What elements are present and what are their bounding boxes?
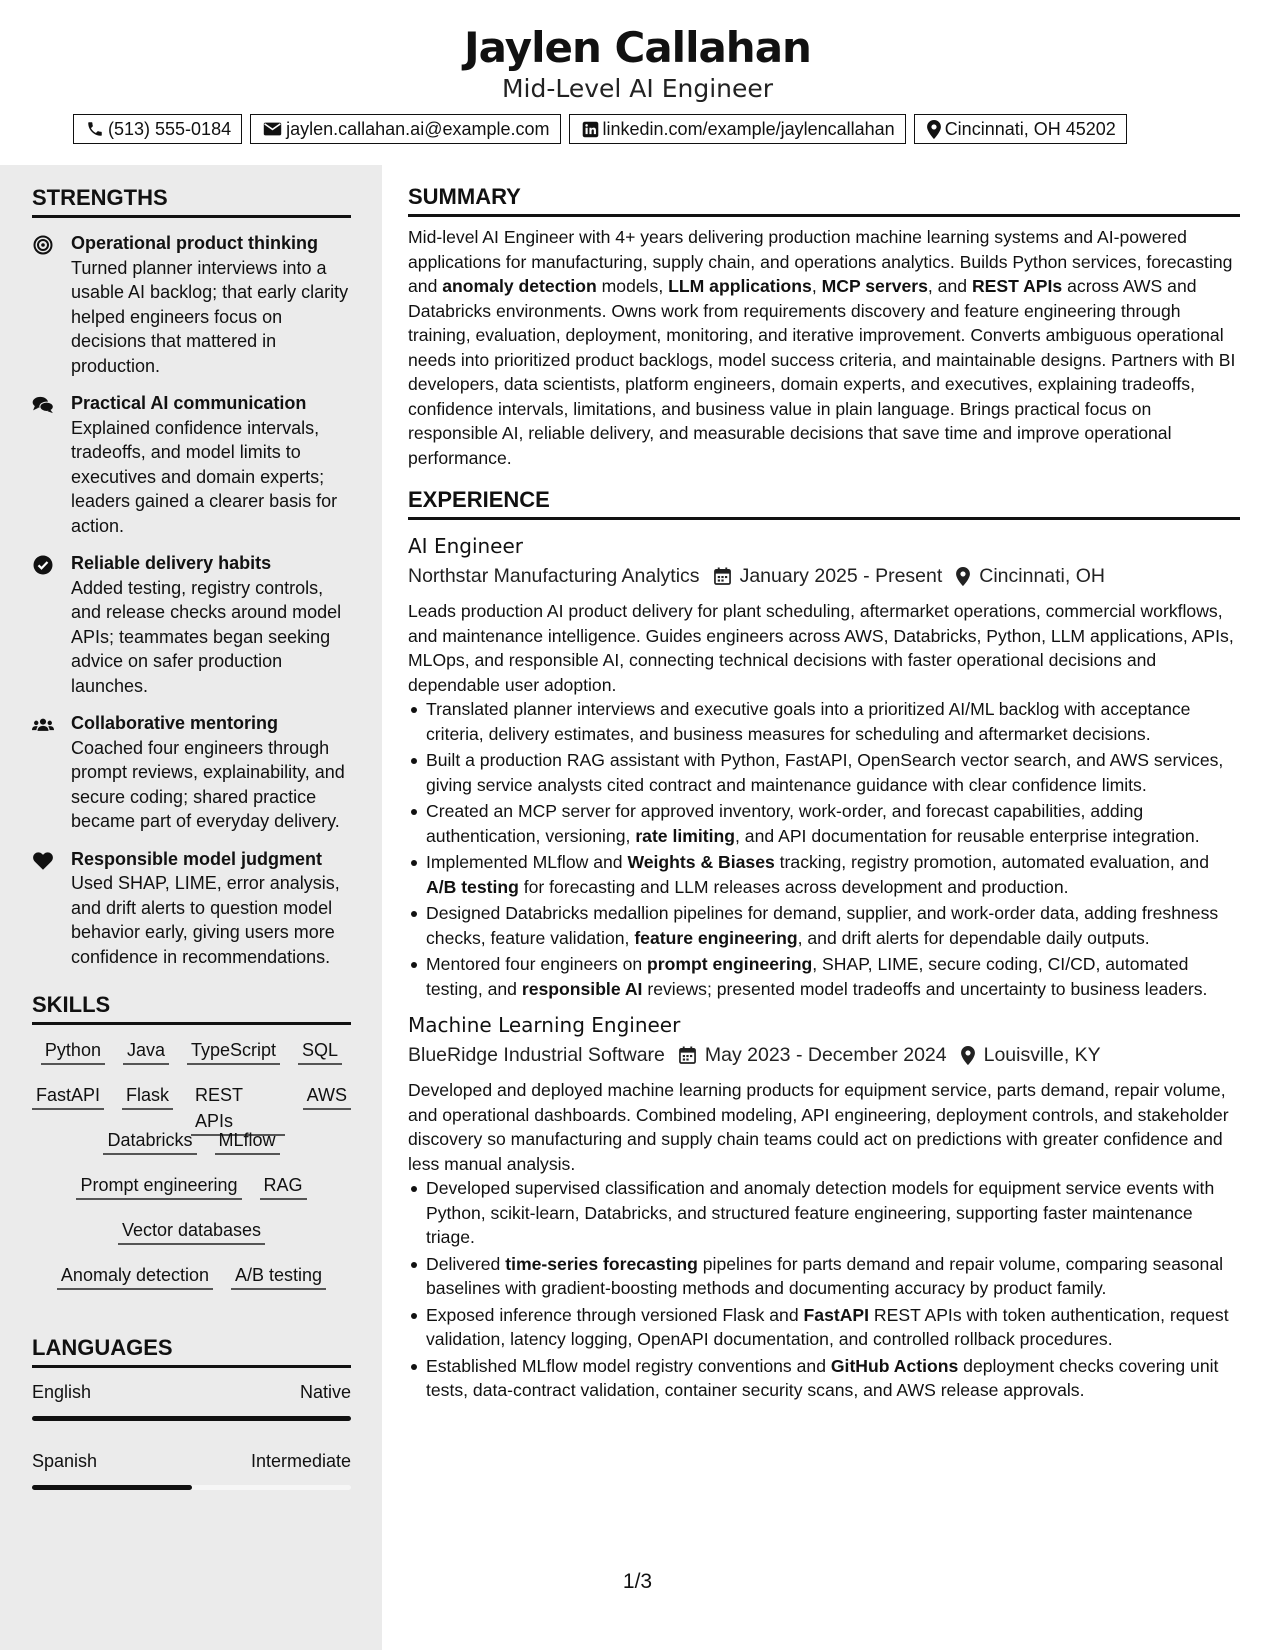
linkedin-icon xyxy=(582,121,599,138)
strengths-heading: STRENGTHS xyxy=(32,183,351,218)
skills-heading: SKILLS xyxy=(32,990,351,1025)
language-level: Native xyxy=(299,1382,351,1402)
heart-icon xyxy=(32,851,54,871)
languages-heading: LANGUAGES xyxy=(32,1333,351,1368)
contact-email[interactable] xyxy=(250,114,560,144)
job-dates: May 2023 - December 2024 xyxy=(704,1044,947,1066)
skill-row xyxy=(32,1082,351,1131)
job-bullet: Built a production RAG assistant with Python, FastAPI, OpenSearch vector search, and AWS services, giving service analysts cited contract and maintenance guidance with clear confidence limits. xyxy=(408,748,1240,797)
skills-list xyxy=(32,1037,351,1307)
skill-row xyxy=(32,1037,351,1082)
strength-title: Reliable delivery habits xyxy=(71,553,272,573)
skill-tag: FastAPI xyxy=(32,1082,104,1110)
job-title: AI Engineer xyxy=(408,534,524,558)
job-entry xyxy=(408,532,1240,1001)
strength-title: Collaborative mentoring xyxy=(71,713,279,733)
skill-tag: A/B testing xyxy=(231,1262,326,1290)
skill-row xyxy=(32,1127,351,1172)
language-item xyxy=(32,1368,351,1437)
job-bullets xyxy=(408,697,1240,1001)
strength-item xyxy=(32,847,351,970)
job-bullet: Exposed inference through versioned Flask and FastAPI REST APIs with token authentication, request validation, latency logging, OpenAPI documentation, and controlled rollback procedures. xyxy=(408,1303,1240,1352)
contact-phone[interactable] xyxy=(73,114,242,144)
strength-text: Explained confidence intervals, tradeoffs, and model limits to executives and domain experts; leaders gained a clearer basis for action. xyxy=(71,417,338,536)
job-company: BlueRidge Industrial Software xyxy=(408,1044,665,1066)
contact-linkedin[interactable] xyxy=(569,114,906,144)
job-description: Developed and deployed machine learning products for equipment service, parts demand, repair volume, and operational dashboards. Combined modeling, API engineering, deployment controls, and stakeholder discovery so manufacturing and supply chain teams could act on predictions with greater confidence and less manual analysis. xyxy=(408,1080,1229,1174)
job-meta xyxy=(408,560,1240,592)
skill-tag: Flask xyxy=(122,1082,173,1110)
skill-tag: Prompt engineering xyxy=(76,1172,241,1200)
language-proficiency-fill xyxy=(32,1485,192,1490)
language-proficiency-bar xyxy=(32,1485,351,1490)
contact-location xyxy=(914,114,1127,144)
language-level: Intermediate xyxy=(250,1451,351,1471)
calendar-icon xyxy=(714,567,731,585)
contact-phone-text: (513) 555-0184 xyxy=(108,118,232,139)
map-pin-icon xyxy=(956,567,970,586)
candidate-title: Mid-Level AI Engineer xyxy=(501,74,774,103)
language-name: English xyxy=(32,1382,92,1402)
envelope-icon xyxy=(263,121,282,137)
candidate-name: Jaylen Callahan xyxy=(464,23,811,72)
job-bullet: Mentored four engineers on prompt engineering, SHAP, LIME, secure coding, CI/CD, automated testing, and responsible AI reviews; presented model tradeoffs and uncertainty to business leaders. xyxy=(408,952,1240,1001)
skill-tag: RAG xyxy=(260,1172,307,1200)
summary-heading: SUMMARY xyxy=(408,182,1240,217)
job-bullet: Designed Databricks medallion pipelines for demand, supplier, and work-order data, adding freshness checks, feature validation, feature engineering, and drift alerts for dependable daily outputs. xyxy=(408,901,1240,950)
strength-text: Used SHAP, LIME, error analysis, and drift alerts to question model behavior early, giving users more confidence in recommendations. xyxy=(71,873,340,967)
skill-tag: Python xyxy=(41,1037,105,1065)
skill-tag: Anomaly detection xyxy=(57,1262,213,1290)
check-circle-icon xyxy=(32,555,54,575)
calendar-icon xyxy=(679,1046,696,1064)
job-company: Northstar Manufacturing Analytics xyxy=(408,565,700,587)
skill-tag: MLflow xyxy=(215,1127,280,1155)
sidebar xyxy=(0,165,382,1650)
strength-item xyxy=(32,231,351,378)
page-number: 1/3 xyxy=(622,1570,653,1593)
language-item xyxy=(32,1437,351,1506)
experience-heading: EXPERIENCE xyxy=(408,485,1240,520)
resume-header xyxy=(0,0,1275,165)
job-bullet: Established MLflow model registry conventions and GitHub Actions deployment checks covering unit tests, data-contract validation, container security scans, and AWS release approvals. xyxy=(408,1354,1240,1403)
skill-tag: Java xyxy=(123,1037,169,1065)
phone-icon xyxy=(86,120,104,138)
skill-tag: SQL xyxy=(298,1037,342,1065)
skill-tag: REST APIs xyxy=(191,1082,285,1136)
strength-text: Added testing, registry controls, and release checks around model APIs; teammates began seeking advice on safer production launches. xyxy=(71,577,342,696)
job-bullet: Translated planner interviews and executive goals into a prioritized AI/ML backlog with acceptance criteria, delivery estimates, and business measures for scheduling and aftermarket decisions. xyxy=(408,697,1240,746)
skill-tag: Databricks xyxy=(103,1127,196,1155)
strength-title: Practical AI communication xyxy=(71,393,307,413)
strength-item xyxy=(32,551,351,698)
language-proficiency-fill xyxy=(32,1416,351,1421)
language-proficiency-bar xyxy=(32,1416,351,1421)
language-name: Spanish xyxy=(32,1451,98,1471)
job-bullet: Delivered time-series forecasting pipelines for parts demand and repair volume, comparing seasonal baselines with gradient-boosting methods and documenting accuracy by product family. xyxy=(408,1252,1240,1301)
contact-linkedin-text: linkedin.com/example/jaylencallahan xyxy=(602,118,895,139)
job-location: Cincinnati, OH xyxy=(979,565,1105,587)
skill-tag: Vector databases xyxy=(118,1217,265,1245)
target-icon xyxy=(32,235,54,255)
skill-row xyxy=(32,1172,351,1217)
job-meta xyxy=(408,1039,1240,1071)
job-description: Leads production AI product delivery for plant scheduling, aftermarket operations, commercial workflows, and maintenance intelligence. Guides engineers across AWS, Databricks, Python, LLM applications, APIs, MLOps, and responsible AI, connecting technical decisions with faster operational decisions and dependable user adoption. xyxy=(408,601,1234,695)
contact-email-text: jaylen.callahan.ai@example.com xyxy=(286,118,550,139)
comments-icon xyxy=(32,395,54,415)
job-bullet: Developed supervised classification and anomaly detection models for equipment service events with Python, scikit-learn, Databricks, and structured feature engineering, supporting faster maintenance triage. xyxy=(408,1176,1240,1250)
summary-text: Mid-level AI Engineer with 4+ years delivering production machine learning systems and AI-powered applications for manufacturing, supply chain, and operations analytics. Builds Python services, forecasting and anomaly detection models, LLM applications, MCP servers, and REST APIs across AWS and Databricks environments. Owns work from requirements discovery and feature engineering through training, evaluation, deployment, monitoring, and iterative improvement. Converts ambiguous operational needs into prioritized product backlogs, model success criteria, and maintainable designs. Partners with BI developers, data scientists, platform engineers, domain experts, and executives, explaining tradeoffs, confidence intervals, limitations, and business value in plain language. Brings practical focus on responsible AI, reliable delivery, and measurable decisions that save time and improve operational performance. xyxy=(408,227,1236,468)
strength-title: Operational product thinking xyxy=(71,233,318,253)
strength-title: Responsible model judgment xyxy=(71,848,323,869)
contact-location-text: Cincinnati, OH 45202 xyxy=(944,118,1116,139)
strength-item xyxy=(32,391,351,538)
job-title: Machine Learning Engineer xyxy=(408,1013,681,1037)
job-location: Louisville, KY xyxy=(983,1044,1101,1066)
skill-row xyxy=(32,1262,351,1307)
job-bullet: Implemented MLflow and Weights & Biases tracking, registry promotion, automated evaluation, and A/B testing for forecasting and LLM releases across development and production. xyxy=(408,850,1240,899)
job-entry xyxy=(408,1011,1240,1403)
main-content xyxy=(408,182,1240,1405)
job-bullet: Created an MCP server for approved inventory, work-order, and forecast capabilities, adding authentication, versioning, rate limiting, and API documentation for reusable enterprise integration. xyxy=(408,799,1240,848)
strength-text: Turned planner interviews into a usable AI backlog; that early clarity helped engineers focus on decisions that mattered in production. xyxy=(71,257,349,376)
map-pin-icon xyxy=(961,1046,975,1065)
skill-tag: AWS xyxy=(303,1082,351,1110)
map-pin-icon xyxy=(927,120,941,139)
strength-text: Coached four engineers through prompt reviews, explainability, and secure coding; shared practice became part of everyday delivery. xyxy=(71,737,345,831)
users-icon xyxy=(32,715,54,735)
skill-tag: TypeScript xyxy=(187,1037,280,1065)
contact-bar xyxy=(73,114,1127,144)
job-dates: January 2025 - Present xyxy=(739,565,943,587)
strength-item xyxy=(32,711,351,834)
job-bullets xyxy=(408,1176,1240,1403)
skill-row xyxy=(32,1217,351,1262)
